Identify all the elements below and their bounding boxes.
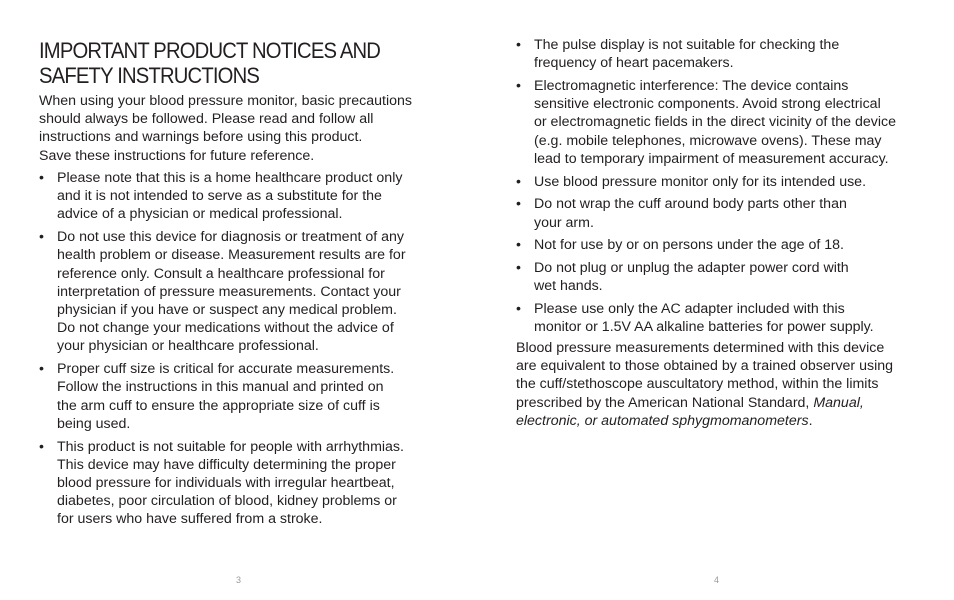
- bullet-icon: •: [39, 170, 44, 186]
- list-item: [516, 300, 916, 336]
- list-item-text: [534, 37, 839, 71]
- intro-paragraph: [39, 92, 444, 165]
- text-line: interpretation of pressure measurements. Contact your: [57, 283, 401, 300]
- list-item-text: [534, 78, 896, 167]
- text-line: being used.: [57, 415, 131, 432]
- list-item-text: [57, 170, 402, 222]
- text-line: lead to temporary impairment of measurement accuracy.: [534, 150, 889, 167]
- bullet-icon: •: [39, 438, 44, 455]
- list-item: [39, 169, 434, 224]
- standard-title-part2: electronic, or automated sphygmomanometers: [516, 412, 809, 429]
- text-line: Blood pressure measurements determined with this device: [516, 340, 885, 356]
- list-item-text: [534, 237, 844, 253]
- text-line: or electromagnetic fields in the direct vicinity of the device: [534, 114, 896, 131]
- text-line: sensitive electronic components. Avoid strong electrical: [534, 96, 881, 113]
- bullet-icon: •: [516, 301, 521, 318]
- text-line: the arm cuff to ensure the appropriate size of cuff is: [57, 397, 380, 414]
- text-line: This device may have difficulty determining the proper: [57, 456, 396, 473]
- standard-title-part1: Manual,: [813, 394, 864, 411]
- list-item: [516, 77, 916, 168]
- text-line: monitor or 1.5V AA alkaline batteries for power supply.: [534, 319, 874, 336]
- safety-list-right: [516, 36, 916, 341]
- text-line: Not for use by or on persons under the age of 18.: [534, 237, 844, 254]
- bullet-icon: •: [516, 78, 521, 94]
- sentence-end: .: [808, 412, 813, 429]
- list-item: [39, 228, 434, 355]
- list-item: [39, 438, 434, 529]
- text-line: wet hands.: [534, 278, 603, 295]
- list-item-text: [57, 229, 406, 354]
- text-line: frequency of heart pacemakers.: [534, 55, 734, 72]
- list-item-text: [534, 196, 847, 230]
- page-title: IMPORTANT PRODUCT NOTICES AND SAFETY INSTRUCTIONS: [39, 38, 381, 88]
- text-line: Do not plug or unplug the adapter power cord with: [534, 260, 849, 277]
- text-line: are equivalent to those obtained by a trained observer using: [516, 358, 894, 375]
- bullet-icon: •: [516, 260, 521, 277]
- text-line: Please note that this is a home healthcare product only: [57, 170, 403, 186]
- text-line: Electromagnetic interference: The device contains: [534, 78, 849, 94]
- bullet-icon: •: [516, 196, 521, 213]
- text-line: (e.g. mobile telephones, microwave ovens). These may: [534, 132, 882, 149]
- list-item-text: [57, 439, 404, 528]
- list-item-text: [57, 361, 394, 432]
- text-line: physician if you have or suspect any medical problem.: [57, 302, 397, 319]
- list-item-text: [534, 174, 866, 190]
- text-line: Please use only the AC adapter included with this: [534, 301, 845, 318]
- text-line: should always be followed. Please read and follow all: [39, 111, 374, 128]
- list-item: [516, 173, 916, 191]
- text-line: Proper cuff size is critical for accurate measurements.: [57, 361, 395, 378]
- text-line: instructions and warnings before using this product.: [39, 129, 363, 146]
- list-item-text: [534, 260, 849, 294]
- bullet-icon: •: [516, 173, 521, 190]
- text-line: Follow the instructions in this manual and printed on: [57, 379, 384, 396]
- text-line: Do not wrap the cuff around body parts other than: [534, 196, 847, 213]
- text-line: for users who have suffered from a stroke.: [57, 511, 323, 528]
- bullet-icon: •: [39, 229, 44, 246]
- text-line: This product is not suitable for people with arrhythmias.: [57, 438, 404, 455]
- text-line: and it is not intended to serve as a substitute for the: [57, 188, 382, 205]
- text-line: the cuff/stethoscope auscultatory method, within the limits: [516, 376, 879, 393]
- text-line: your physician or healthcare professional.: [57, 338, 319, 355]
- text-line: diabetes, poor circulation of blood, kidney problems or: [57, 493, 397, 510]
- text-line: Use blood pressure monitor only for its intended use.: [534, 173, 867, 190]
- text-line: The pulse display is not suitable for checking the: [534, 37, 840, 53]
- bullet-icon: •: [516, 237, 521, 254]
- text-line: reference only. Consult a healthcare professional for: [57, 265, 385, 282]
- page-number: 3: [236, 575, 242, 585]
- text-line: health problem or disease. Measurement results are for: [57, 247, 406, 264]
- text-line: Do not use this device for diagnosis or treatment of any: [57, 229, 404, 246]
- safety-list-left: [39, 169, 434, 533]
- list-item: [516, 236, 916, 254]
- text-line: advice of a physician or medical professional.: [57, 206, 343, 223]
- standards-paragraph: [516, 339, 916, 430]
- text-line: Do not change your medications without the advice of: [57, 320, 394, 337]
- bullet-icon: •: [39, 361, 44, 378]
- text-line: When using your blood pressure monitor, basic precautions: [39, 93, 413, 109]
- list-item: [516, 36, 916, 72]
- list-item: [39, 360, 434, 433]
- list-item-text: [534, 301, 874, 335]
- text-line: blood pressure for individuals with irregular heartbeat,: [57, 475, 395, 492]
- text-line: Save these instructions for future reference.: [39, 147, 315, 164]
- page-number: 4: [714, 575, 720, 585]
- list-item: [516, 195, 916, 231]
- text-line: your arm.: [534, 214, 594, 231]
- bullet-icon: •: [516, 37, 521, 53]
- text-line: prescribed by the American National Standard,: [516, 394, 810, 411]
- list-item: [516, 259, 916, 295]
- right-page: [477, 0, 954, 600]
